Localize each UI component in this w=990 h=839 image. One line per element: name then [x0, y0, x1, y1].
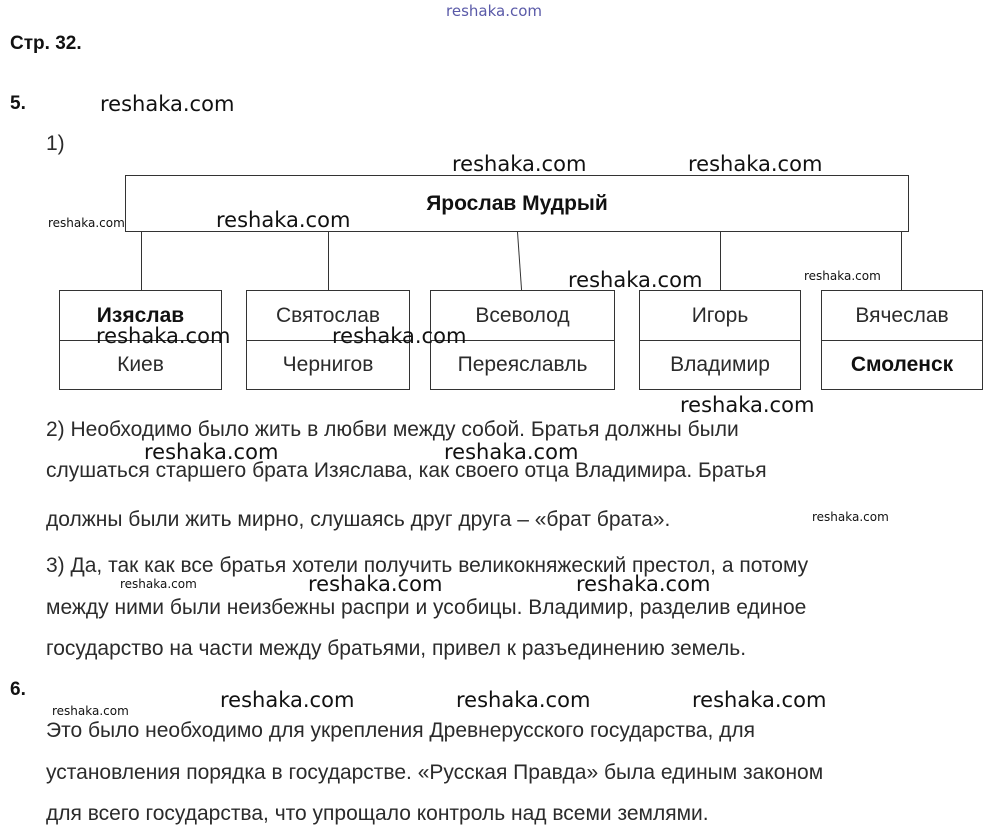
city-box-smolensk: Смоленск: [821, 340, 983, 390]
connector-3: [517, 232, 522, 291]
city-box-kiev: Киев: [59, 340, 222, 390]
son-box-izyaslav: Изяслав: [59, 290, 222, 342]
watermark: reshaka.com: [96, 324, 231, 348]
answer-2-line-2: слушаться старшего брата Изяслава, как своего отца Владимира. Братья: [46, 459, 767, 482]
answer-2-line-1: 2) Необходимо было жить в любви между собой. Братья должны были: [46, 418, 739, 441]
answer-3-line-2: между ними были неизбежны распри и усобицы. Владимир, разделив единое: [46, 596, 807, 619]
watermark: reshaka.com: [100, 92, 235, 116]
connector-1: [141, 232, 142, 291]
task-5-number: 5.: [10, 93, 26, 114]
answer-2-line-3: должны были жить мирно, слушаясь друг друга – «брат брата».: [46, 508, 671, 531]
son-box-vsevolod: Всеволод: [430, 290, 615, 342]
city-box-pereyaslavl: Переяславль: [430, 340, 615, 390]
watermark: reshaka.com: [452, 152, 587, 176]
watermark: reshaka.com: [216, 208, 351, 232]
connector-2: [328, 232, 329, 291]
watermark: reshaka.com: [52, 704, 129, 718]
watermark: reshaka.com: [456, 688, 591, 712]
watermark: reshaka.com: [812, 510, 889, 524]
watermark: reshaka.com: [144, 440, 279, 464]
son-box-vyacheslav: Вячеслав: [821, 290, 983, 342]
city-box-chernigov: Чернигов: [246, 340, 410, 390]
watermark: reshaka.com: [308, 572, 443, 596]
answer-3-line-1: 3) Да, так как все братья хотели получить великокняжеский престол, а потому: [46, 554, 809, 577]
watermark: reshaka.com: [568, 268, 703, 292]
son-box-svyatoslav: Святослав: [246, 290, 410, 342]
watermark: reshaka.com: [688, 152, 823, 176]
watermark: reshaka.com: [692, 688, 827, 712]
watermark: reshaka.com: [576, 572, 711, 596]
task-6-line-3: для всего государства, что упрощало контроль над всеми землями.: [46, 802, 709, 825]
watermark: reshaka.com: [804, 269, 881, 283]
watermark: reshaka.com: [444, 440, 579, 464]
son-box-igor: Игорь: [639, 290, 801, 342]
task-5-sub1-label: 1): [46, 132, 65, 155]
watermark: reshaka.com: [680, 393, 815, 417]
watermark: reshaka.com: [220, 688, 355, 712]
task-6-line-1: Это было необходимо для укрепления Древнерусского государства, для: [46, 719, 756, 742]
watermark: reshaka.com: [120, 577, 197, 591]
city-box-vladimir: Владимир: [639, 340, 801, 390]
task-6-number: 6.: [10, 679, 26, 700]
task-6-line-2: установления порядка в государстве. «Русская Правда» была единым законом: [46, 761, 824, 784]
watermark-top: reshaka.com: [446, 2, 542, 20]
answer-3-line-3: государство на части между братьями, привел к разъединению земель.: [46, 637, 747, 660]
connector-5: [901, 232, 902, 291]
watermark: reshaka.com: [332, 324, 467, 348]
watermark: reshaka.com: [48, 216, 125, 230]
root-box-yaroslav: Ярослав Мудрый: [125, 175, 909, 232]
connector-4: [720, 232, 721, 291]
page-label: Стр. 32.: [10, 33, 82, 54]
